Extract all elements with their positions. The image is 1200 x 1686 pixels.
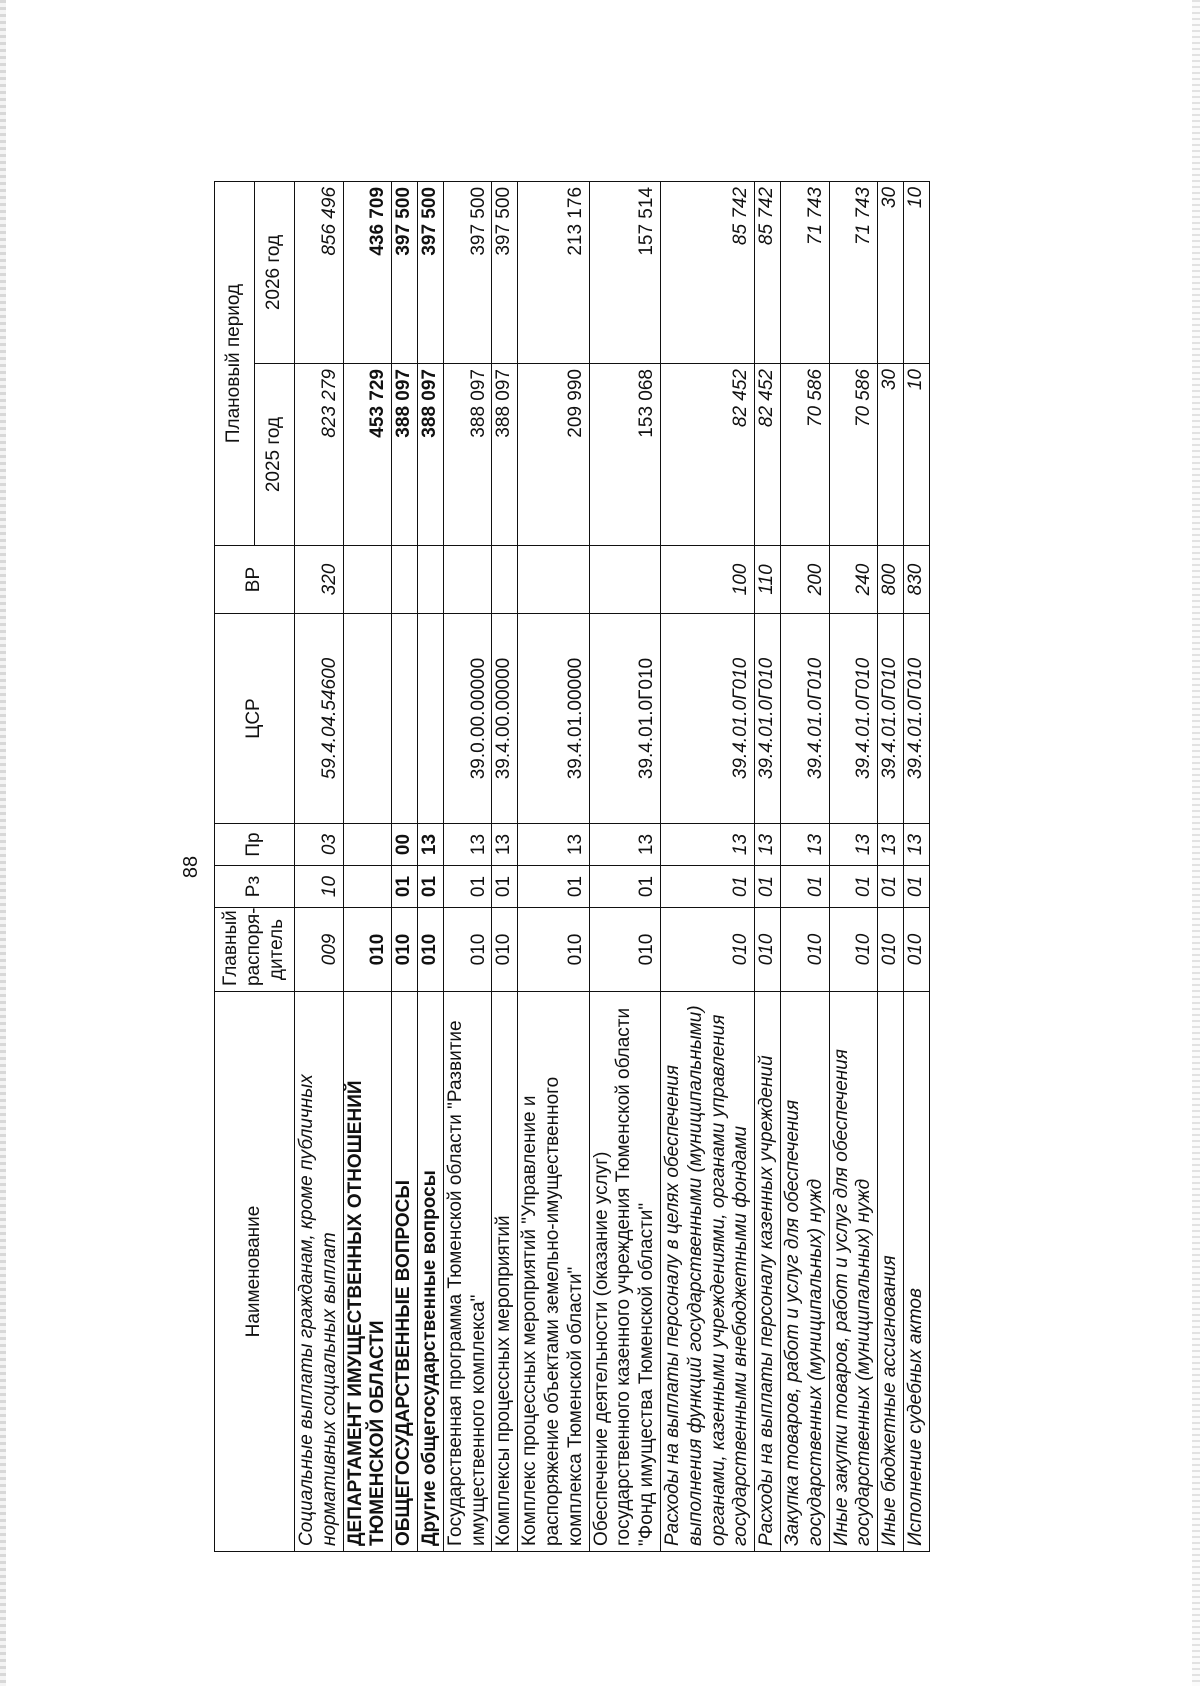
cell-pr [343, 824, 392, 866]
cell-rz: 10 [295, 866, 344, 908]
cell-rz: 01 [417, 866, 443, 908]
table-row [829, 181, 878, 1551]
cell-gr: 010 [443, 908, 492, 992]
table-row [443, 181, 492, 1551]
cell-2026: 856 496 [295, 181, 344, 363]
cell-vr: 200 [780, 546, 829, 614]
cell-rz: 01 [443, 866, 492, 908]
cell-2025: 388 097 [492, 364, 518, 546]
table-body [295, 181, 930, 1551]
cell-2026: 436 709 [343, 181, 392, 363]
cell-gr: 010 [417, 908, 443, 992]
cell-gr: 010 [492, 908, 518, 992]
cell-rz [343, 866, 392, 908]
cell-2026: 10 [903, 181, 929, 363]
scan-edge-right [1192, 0, 1200, 1686]
cell-csr: 59.4.04.54600 [295, 614, 344, 824]
budget-table [214, 181, 930, 1552]
cell-name: Обеспечение деятельности (оказание услуг) государственного казенного учреждения Тюменской области "Фонд имущества Тюменской области" [589, 992, 660, 1552]
table-row [589, 181, 660, 1551]
cell-name: ОБЩЕГОСУДАРСТВЕННЫЕ ВОПРОСЫ [392, 992, 418, 1552]
cell-name: Расходы на выплаты персоналу в целях обеспечения выполнения функций государственными (муниципальными) органами, казенными учреждениями, органами управления государственными внебюджетными фондами [660, 992, 754, 1552]
cell-pr: 13 [903, 824, 929, 866]
cell-2025: 82 452 [660, 364, 754, 546]
cell-gr: 010 [755, 908, 781, 992]
cell-name: Иные закупки товаров, работ и услуг для обеспечения государственных (муниципальных) нужд [829, 992, 878, 1552]
cell-vr: 800 [878, 546, 904, 614]
cell-name: Государственная программа Тюменской области "Развитие имущественного комплекса" [443, 992, 492, 1552]
table-row [343, 181, 392, 1551]
cell-csr: 39.0.00.00000 [443, 614, 492, 824]
header-csr: ЦСР [215, 614, 295, 824]
cell-vr [443, 546, 492, 614]
cell-csr: 39.4.01.0Г010 [878, 614, 904, 824]
cell-gr: 010 [829, 908, 878, 992]
cell-vr [589, 546, 660, 614]
table-row [417, 181, 443, 1551]
cell-vr [417, 546, 443, 614]
cell-2026: 397 500 [392, 181, 418, 363]
rotated-page [140, 182, 1070, 1552]
cell-2025: 10 [903, 364, 929, 546]
cell-2026: 397 500 [443, 181, 492, 363]
cell-csr: 39.4.01.0Г010 [755, 614, 781, 824]
cell-2026: 71 743 [829, 181, 878, 363]
scan-edge-left [0, 0, 6, 1686]
cell-vr [492, 546, 518, 614]
header-year-2026: 2026 год [255, 181, 295, 363]
cell-rz: 01 [780, 866, 829, 908]
header-name: Наименование [215, 992, 295, 1552]
cell-2026: 157 514 [589, 181, 660, 363]
cell-2025: 153 068 [589, 364, 660, 546]
cell-vr: 320 [295, 546, 344, 614]
cell-2025: 30 [878, 364, 904, 546]
cell-csr: 39.4.00.00000 [492, 614, 518, 824]
cell-gr: 010 [343, 908, 392, 992]
table-row [295, 181, 344, 1551]
header-vr: ВР [215, 546, 295, 614]
cell-vr: 100 [660, 546, 754, 614]
cell-csr: 39.4.01.0Г010 [829, 614, 878, 824]
cell-gr: 010 [903, 908, 929, 992]
cell-rz: 01 [660, 866, 754, 908]
cell-csr [417, 614, 443, 824]
cell-2025: 388 097 [392, 364, 418, 546]
cell-gr: 010 [878, 908, 904, 992]
cell-rz: 01 [392, 866, 418, 908]
table-row [903, 181, 929, 1551]
cell-2025: 453 729 [343, 364, 392, 546]
cell-gr: 009 [295, 908, 344, 992]
cell-name: ДЕПАРТАМЕНТ ИМУЩЕСТВЕННЫХ ОТНОШЕНИЙ ТЮМЕНСКОЙ ОБЛАСТИ [343, 992, 392, 1552]
header-gr: Главный распоря-дитель [215, 908, 295, 992]
cell-csr [392, 614, 418, 824]
header-plan-period: Плановый период [215, 181, 255, 545]
cell-2025: 82 452 [755, 364, 781, 546]
cell-csr: 39.4.01.00000 [518, 614, 589, 824]
page-number: 88 [180, 855, 202, 879]
cell-name: Комплекс процессных мероприятий "Управление и распоряжение объектами земельно-имущественного комплекса Тюменской области" [518, 992, 589, 1552]
cell-vr [343, 546, 392, 614]
cell-rz: 01 [829, 866, 878, 908]
cell-2025: 388 097 [417, 364, 443, 546]
cell-vr: 110 [755, 546, 781, 614]
cell-csr [343, 614, 392, 824]
table-row [780, 181, 829, 1551]
cell-name: Расходы на выплаты персоналу казенных учреждений [755, 992, 781, 1552]
cell-gr: 010 [780, 908, 829, 992]
cell-pr: 13 [829, 824, 878, 866]
cell-pr: 00 [392, 824, 418, 866]
cell-pr: 13 [443, 824, 492, 866]
cell-vr [518, 546, 589, 614]
header-pr: Пр [215, 824, 295, 866]
cell-pr: 13 [417, 824, 443, 866]
cell-gr: 010 [589, 908, 660, 992]
cell-name: Иные бюджетные ассигнования [878, 992, 904, 1552]
cell-pr: 13 [518, 824, 589, 866]
table-row [660, 181, 754, 1551]
table-row [878, 181, 904, 1551]
cell-pr: 13 [780, 824, 829, 866]
table-row [518, 181, 589, 1551]
cell-pr: 03 [295, 824, 344, 866]
cell-2025: 70 586 [780, 364, 829, 546]
table-row [492, 181, 518, 1551]
cell-gr: 010 [660, 908, 754, 992]
cell-pr: 13 [589, 824, 660, 866]
cell-name: Социальные выплаты гражданам, кроме публичных нормативных социальных выплат [295, 992, 344, 1552]
cell-rz: 01 [755, 866, 781, 908]
cell-pr: 13 [660, 824, 754, 866]
cell-vr: 830 [903, 546, 929, 614]
cell-2025: 388 097 [443, 364, 492, 546]
cell-name: Комплексы процессных мероприятий [492, 992, 518, 1552]
header-rz: Рз [215, 866, 295, 908]
cell-rz: 01 [589, 866, 660, 908]
cell-name: Исполнение судебных актов [903, 992, 929, 1552]
header-year-2025: 2025 год [255, 364, 295, 546]
cell-gr: 010 [518, 908, 589, 992]
table-row [392, 181, 418, 1551]
cell-2026: 85 742 [660, 181, 754, 363]
cell-pr: 13 [492, 824, 518, 866]
cell-2026: 71 743 [780, 181, 829, 363]
cell-csr: 39.4.01.0Г010 [660, 614, 754, 824]
cell-rz: 01 [492, 866, 518, 908]
cell-2026: 397 500 [417, 181, 443, 363]
cell-csr: 39.4.01.0Г010 [589, 614, 660, 824]
cell-2026: 397 500 [492, 181, 518, 363]
cell-2026: 213 176 [518, 181, 589, 363]
cell-2025: 70 586 [829, 364, 878, 546]
cell-2025: 209 990 [518, 364, 589, 546]
cell-csr: 39.4.01.0Г010 [780, 614, 829, 824]
cell-pr: 13 [755, 824, 781, 866]
cell-rz: 01 [903, 866, 929, 908]
cell-csr: 39.4.01.0Г010 [903, 614, 929, 824]
cell-rz: 01 [518, 866, 589, 908]
cell-vr [392, 546, 418, 614]
cell-2026: 30 [878, 181, 904, 363]
cell-2026: 85 742 [755, 181, 781, 363]
cell-vr: 240 [829, 546, 878, 614]
table-row [755, 181, 781, 1551]
cell-2025: 823 279 [295, 364, 344, 546]
cell-gr: 010 [392, 908, 418, 992]
cell-name: Закупка товаров, работ и услуг для обеспечения государственных (муниципальных) нужд [780, 992, 829, 1552]
cell-rz: 01 [878, 866, 904, 908]
cell-name: Другие общегосударственные вопросы [417, 992, 443, 1552]
cell-pr: 13 [878, 824, 904, 866]
